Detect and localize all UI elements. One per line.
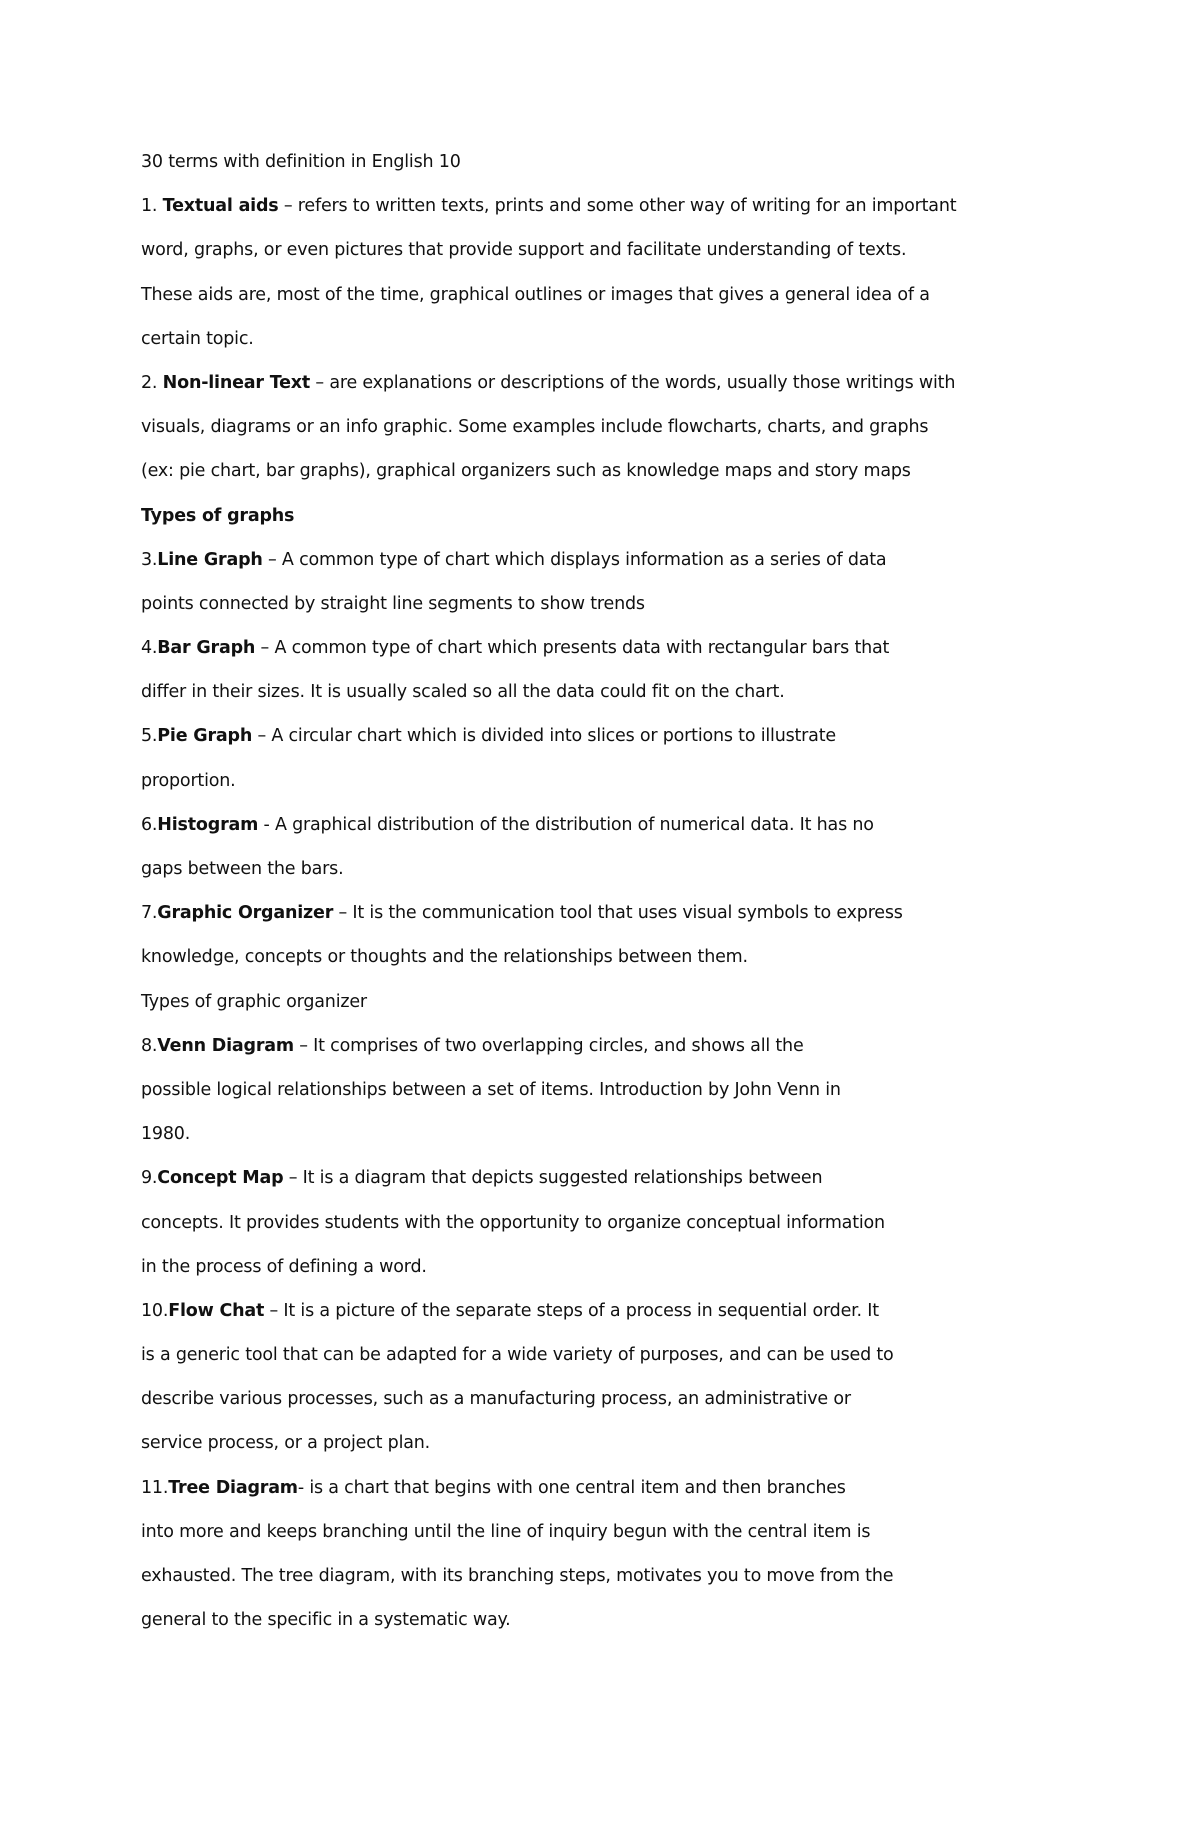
text-run: – A common type of chart which presents data with rectangular bars that <box>255 638 890 659</box>
text-run: general to the specific in a systematic way. <box>141 1610 511 1631</box>
text-run: into more and keeps branching until the line of inquiry begun with the central item is <box>141 1521 871 1542</box>
text-run: 30 terms with definition in English 10 <box>141 152 461 172</box>
definition-line <box>141 1510 1141 1554</box>
term-entry <box>141 714 1141 758</box>
term-label: Concept Map <box>157 1168 284 1189</box>
definition-line <box>141 317 1141 361</box>
term-entry <box>141 538 1141 582</box>
term-entry <box>141 1156 1141 1200</box>
term-entry <box>141 361 1141 405</box>
definition-line <box>141 1421 1141 1465</box>
term-label: Non-linear Text <box>162 372 311 393</box>
text-run: – refers to written texts, prints and some other way of writing for an important <box>278 196 957 217</box>
text-run: knowledge, concepts or thoughts and the relationships between them. <box>141 947 748 968</box>
term-label: Line Graph <box>157 549 263 570</box>
definition-line <box>141 1245 1141 1289</box>
definition-line <box>141 1068 1141 1112</box>
text-run: describe various processes, such as a manufacturing process, an administrative or <box>141 1389 851 1410</box>
definition-line <box>141 582 1141 626</box>
term-label: Types of graphs <box>141 505 295 526</box>
term-label: Textual aids <box>162 196 279 217</box>
text-run: is a generic tool that can be adapted for a wide variety of purposes, and can be used to <box>141 1345 894 1366</box>
text-run: – It comprises of two overlapping circles, and shows all the <box>293 1035 804 1056</box>
definition-line <box>141 1201 1141 1245</box>
term-entry <box>141 803 1141 847</box>
text-run: – are explanations or descriptions of the words, usually those writings with <box>310 372 956 393</box>
section-heading <box>141 980 1141 1024</box>
text-run: (ex: pie chart, bar graphs), graphical organizers such as knowledge maps and story maps <box>141 461 911 482</box>
text-run: – A common type of chart which displays information as a series of data <box>262 549 887 570</box>
document-title <box>141 140 1141 184</box>
definition-line <box>141 1554 1141 1598</box>
text-run: in the process of defining a word. <box>141 1256 427 1277</box>
definition-line <box>141 935 1141 979</box>
term-label: Pie Graph <box>157 726 253 747</box>
text-run: gaps between the bars. <box>141 859 344 879</box>
text-run: certain topic. <box>141 328 254 349</box>
document-body <box>141 140 1141 1642</box>
text-run: differ in their sizes. It is usually scaled so all the data could fit on the chart. <box>141 682 785 703</box>
definition-line <box>141 273 1141 317</box>
text-run: 8. <box>141 1035 158 1056</box>
term-label: Histogram <box>157 814 259 835</box>
text-run: word, graphs, or even pictures that provide support and facilitate understanding of texts. <box>141 240 907 261</box>
text-run: exhausted. The tree diagram, with its branching steps, motivates you to move from the <box>141 1566 894 1586</box>
text-run: 1980. <box>141 1124 191 1145</box>
definition-line <box>141 1112 1141 1156</box>
text-run: – It is a picture of the separate steps of a process in sequential order. It <box>264 1300 879 1321</box>
definition-line <box>141 1598 1141 1642</box>
term-entry <box>141 626 1141 670</box>
term-entry <box>141 891 1141 935</box>
definition-line <box>141 405 1141 449</box>
text-run: – A circular chart which is divided into slices or portions to illustrate <box>252 726 836 747</box>
text-run: - A graphical distribution of the distribution of numerical data. It has no <box>258 814 874 835</box>
definition-line <box>141 1377 1141 1421</box>
text-run: 5. <box>141 726 158 747</box>
text-run: These aids are, most of the time, graphical outlines or images that gives a general idea of a <box>141 284 930 305</box>
term-label: Tree Diagram <box>168 1477 298 1498</box>
text-run: 3. <box>141 549 158 570</box>
text-run: concepts. It provides students with the opportunity to organize conceptual information <box>141 1212 885 1233</box>
text-run: 2. <box>141 372 163 393</box>
text-run: possible logical relationships between a set of items. Introduction by John Venn in <box>141 1079 841 1100</box>
text-run: 1. <box>141 196 163 217</box>
text-run: – It is the communication tool that uses visual symbols to express <box>333 903 903 924</box>
term-entry <box>141 1466 1141 1510</box>
text-run: 9. <box>141 1168 158 1189</box>
text-run: 6. <box>141 814 158 835</box>
term-label: Bar Graph <box>157 638 256 659</box>
text-run: proportion. <box>141 770 236 791</box>
definition-line <box>141 759 1141 803</box>
definition-line <box>141 670 1141 714</box>
text-run: 4. <box>141 638 158 659</box>
term-label: Flow Chat <box>168 1300 265 1321</box>
section-heading <box>141 494 1141 538</box>
text-run: visuals, diagrams or an info graphic. Some examples include flowcharts, charts, and graphs <box>141 417 929 438</box>
definition-line <box>141 1333 1141 1377</box>
text-run: service process, or a project plan. <box>141 1433 431 1454</box>
term-label: Venn Diagram <box>157 1035 294 1056</box>
text-run: 7. <box>141 903 158 924</box>
text-run: 10. <box>141 1300 169 1321</box>
term-entry <box>141 1289 1141 1333</box>
text-run: Types of graphic organizer <box>141 991 367 1012</box>
definition-line <box>141 847 1141 891</box>
term-entry <box>141 184 1141 228</box>
definition-line <box>141 228 1141 272</box>
term-label: Graphic Organizer <box>157 903 334 924</box>
text-run: 11. <box>141 1477 169 1498</box>
text-run: points connected by straight line segments to show trends <box>141 593 645 614</box>
term-entry <box>141 1024 1141 1068</box>
text-run: - is a chart that begins with one central item and then branches <box>297 1477 846 1498</box>
text-run: – It is a diagram that depicts suggested relationships between <box>283 1168 823 1189</box>
definition-line <box>141 449 1141 493</box>
